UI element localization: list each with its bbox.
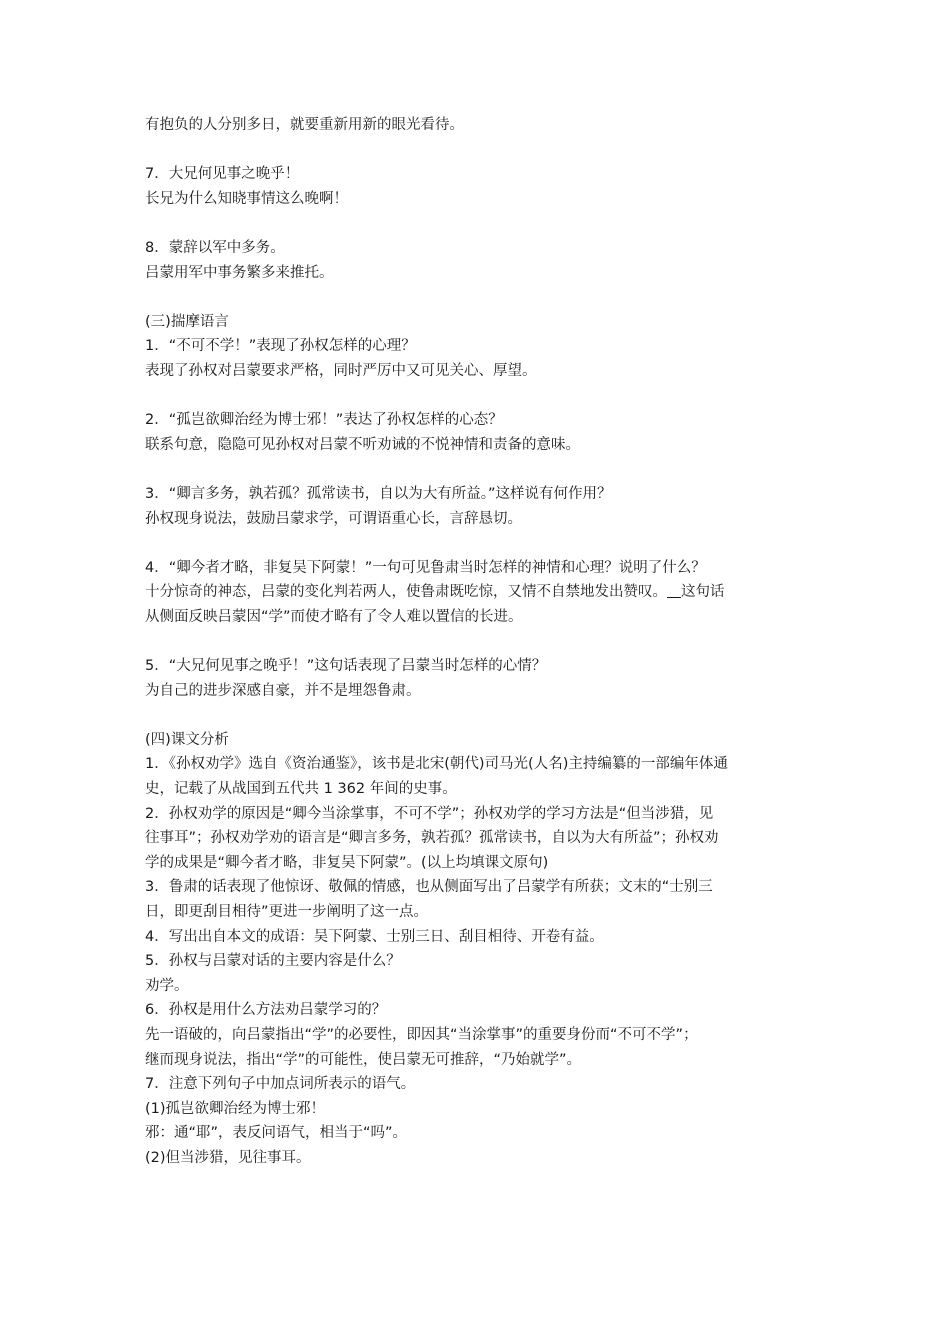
text-line: (2)但当涉猎，见往事耳。 — [145, 1149, 311, 1166]
question-line: 3．“卿言多务，孰若孤？孤常读书，自以为大有所益。”这样说有何作用？ — [145, 485, 612, 502]
text-line: 3．鲁肃的话表现了他惊讶、敬佩的情感，也从侧面写出了吕蒙学有所获；文末的“士别三 — [145, 879, 713, 896]
text-line: 吕蒙用军中事务繁多来推托。 — [145, 264, 334, 281]
question-line: 4．“卿今者才略，非复吴下阿蒙！”一句可见鲁肃当时怎样的神情和心理？说明了什么？ — [145, 559, 706, 576]
blank-line — [145, 211, 815, 236]
question-line: 1．“不可不学！”表现了孙权怎样的心理？ — [145, 338, 416, 355]
text-line: 8．蒙辞以军中多务。 — [145, 239, 285, 256]
answer-line: 表现了孙权对吕蒙要求严格，同时严厉中又可见关心、厚望。 — [145, 362, 537, 379]
answer-line: 孙权现身说法，鼓励吕蒙求学，可谓语重心长，言辞恳切。 — [145, 510, 522, 527]
text-line: 往事耳”；孙权劝学劝的语言是“卿言多务，孰若孤？孤常读书，自以为大有所益”；孙权劝 — [145, 830, 719, 847]
answer-line: 先一语破的，向吕蒙指出“学”的必要性，即因其“当涂掌事”的重要身份而“不可不学”； — [145, 1026, 698, 1043]
text-line: 日，即更刮目相待”更进一步阐明了这一点。 — [145, 904, 429, 920]
answer-text: 这句话 — [681, 584, 725, 601]
blank-line — [145, 629, 815, 654]
text-line: (1)孤岂欲卿治经为博士邪！ — [145, 1100, 326, 1117]
text-line: 7．大兄何见事之晚乎！ — [145, 166, 300, 183]
answer-text: 十分惊奇的神态，吕蒙的变化判若两人，使鲁肃既吃惊，又情不自禁地发出赞叹。 — [145, 584, 667, 601]
text-line: 长兄为什么知晓事情这么晚啊！ — [145, 190, 348, 207]
blank-line — [145, 384, 815, 409]
question-line: 6．孙权是用什么方法劝吕蒙学习的？ — [145, 1002, 387, 1019]
answer-line: 联系句意，隐隐可见孙权对吕蒙不听劝诫的不悦神情和责备的意味。 — [145, 436, 580, 453]
question-line: 7．注意下列句子中加点词所表示的语气。 — [145, 1076, 416, 1093]
section-heading: (四)课文分析 — [145, 731, 229, 748]
blank-line — [145, 703, 815, 728]
question-line: 5．“大兄何见事之晚乎！”这句话表现了吕蒙当时怎样的心情？ — [145, 658, 547, 675]
text-line: 学的成果是“卿今者才略，非复吴下阿蒙”。(以上均填课文原句) — [145, 854, 549, 871]
text-line: 有抱负的人分别多日，就要重新用新的眼光看待。 — [145, 117, 464, 133]
blank-line — [145, 531, 815, 556]
document-page — [145, 113, 815, 1171]
text-line: 1．《孙权劝学》选自《资治通鉴》，该书是北宋(朝代)司马光(人名)主持编纂的一部编年体通 — [145, 756, 728, 773]
text-line: 邪：通“耶”，表反问语气，相当于“吗”。 — [145, 1125, 408, 1142]
answer-line: 为自己的进步深感自豪，并不是埋怨鲁肃。 — [145, 682, 421, 699]
answer-line: 劝学。 — [145, 977, 189, 994]
answer-line: 继而现身说法，指出“学”的可能性，使吕蒙无可推辞，“乃始就学”。 — [145, 1051, 582, 1068]
blank-line — [145, 457, 815, 482]
answer-line — [145, 580, 815, 605]
question-line: 5．孙权与吕蒙对话的主要内容是什么？ — [145, 953, 401, 970]
answer-line: 从侧面反映吕蒙因“学”而使才略有了令人难以置信的长进。 — [145, 608, 523, 625]
text-line: 4．写出出自本文的成语：吴下阿蒙、士别三日、刮目相待、开卷有益。 — [145, 928, 604, 945]
section-heading: (三)揣摩语言 — [145, 313, 229, 330]
blank-line — [145, 285, 815, 310]
text-line: 史，记载了从战国到五代共 1 362 年间的史事。 — [145, 781, 457, 798]
underline-mark — [667, 583, 681, 598]
question-line: 2．“孤岂欲卿治经为博士邪！”表达了孙权怎样的心态？ — [145, 412, 503, 429]
text-line: 2．孙权劝学的原因是“卿今当涂掌事，不可不学”；孙权劝学的学习方法是“但当涉猎，见 — [145, 805, 714, 822]
blank-line — [145, 138, 815, 163]
